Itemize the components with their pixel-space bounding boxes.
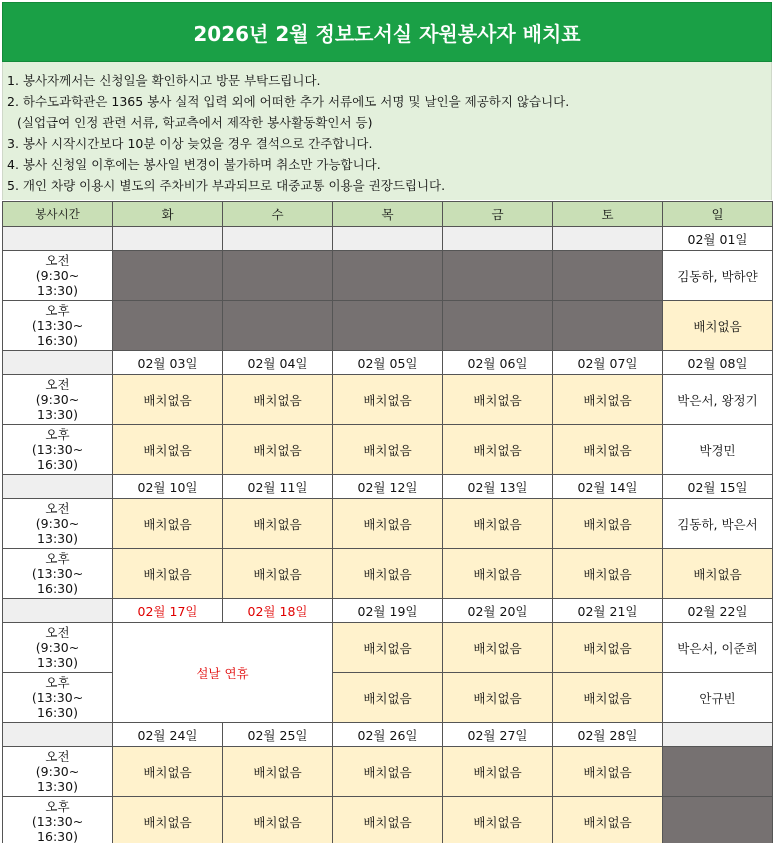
header-day-wed: 수: [223, 202, 333, 227]
slot-label-am: [3, 747, 113, 797]
slot-time-start: (13:30~: [31, 566, 84, 581]
date-cell: 02월 27일: [443, 723, 553, 747]
notice-item: (실업급여 인정 관련 서류, 학교측에서 제작한 봉사활동확인서 등): [17, 115, 373, 130]
no-assignment-cell: 배치없음: [113, 797, 223, 843]
unavailable-cell: [553, 251, 663, 301]
no-assignment-cell: 배치없음: [553, 425, 663, 475]
week-date-row: [3, 351, 773, 375]
slot-time-start: (9:30~: [35, 392, 80, 407]
unavailable-cell: [443, 251, 553, 301]
date-cell: [553, 227, 663, 251]
date-cell: 02월 01일: [663, 227, 773, 251]
date-cell: [113, 227, 223, 251]
slot-time-start: (13:30~: [31, 814, 84, 829]
no-assignment-cell: 배치없음: [663, 301, 773, 351]
no-assignment-cell: 배치없음: [333, 623, 443, 673]
no-assignment-cell: 배치없음: [443, 747, 553, 797]
slot-label-am: [3, 375, 113, 425]
slot-label: 오전: [45, 749, 70, 764]
date-cell: 02월 28일: [553, 723, 663, 747]
unavailable-cell: [223, 301, 333, 351]
no-assignment-cell: 배치없음: [223, 375, 333, 425]
no-assignment-cell: 배치없음: [113, 375, 223, 425]
no-assignment-cell: 배치없음: [223, 549, 333, 599]
slot-time-end: 13:30): [37, 779, 78, 794]
date-cell: 02월 03일: [113, 351, 223, 375]
schedule-table: [2, 201, 773, 843]
no-assignment-cell: 배치없음: [553, 797, 663, 843]
no-assignment-cell: 배치없음: [553, 747, 663, 797]
date-cell: 02월 26일: [333, 723, 443, 747]
date-cell: [223, 227, 333, 251]
notice-item: 2. 하수도과학관은 1365 봉사 실적 입력 외에 어떠한 추가 서류에도 서명 및 날인을 제공하지 않습니다.: [7, 94, 570, 109]
unavailable-cell: [223, 251, 333, 301]
unavailable-cell: [553, 301, 663, 351]
slot-row-pm: [3, 797, 773, 843]
slot-label-pm: [3, 673, 113, 723]
volunteer-cell: 안규빈: [663, 673, 773, 723]
date-cell: 02월 18일: [223, 599, 333, 623]
date-cell: [443, 227, 553, 251]
date-cell: 02월 08일: [663, 351, 773, 375]
slot-label: 오전: [45, 377, 70, 392]
notice-box: [2, 62, 772, 200]
no-assignment-cell: 배치없음: [113, 425, 223, 475]
no-assignment-cell: 배치없음: [333, 673, 443, 723]
date-cell: 02월 10일: [113, 475, 223, 499]
date-row-spacer: [3, 599, 113, 623]
no-assignment-cell: 배치없음: [333, 797, 443, 843]
header-day-tue: 화: [113, 202, 223, 227]
date-row-spacer: [3, 475, 113, 499]
slot-time-end: 13:30): [37, 655, 78, 670]
slot-time-end: 13:30): [37, 531, 78, 546]
slot-row-pm: [3, 301, 773, 351]
date-cell: 02월 15일: [663, 475, 773, 499]
slot-label-am: [3, 623, 113, 673]
slot-row-am: [3, 375, 773, 425]
header-day-fri: 금: [443, 202, 553, 227]
no-assignment-cell: 배치없음: [113, 499, 223, 549]
page-title: 2026년 2월 정보도서실 자원봉사자 배치표: [2, 2, 772, 62]
slot-label: 오후: [45, 303, 70, 318]
unavailable-cell: [333, 251, 443, 301]
no-assignment-cell: 배치없음: [333, 499, 443, 549]
date-cell: 02월 11일: [223, 475, 333, 499]
slot-label-pm: [3, 549, 113, 599]
no-assignment-cell: 배치없음: [553, 673, 663, 723]
slot-label: 오전: [45, 501, 70, 516]
unavailable-cell: [663, 797, 773, 843]
date-cell: 02월 17일: [113, 599, 223, 623]
no-assignment-cell: 배치없음: [333, 375, 443, 425]
slot-time-end: 16:30): [37, 581, 78, 596]
date-row-spacer: [3, 227, 113, 251]
slot-row-am: [3, 251, 773, 301]
slot-time-start: (9:30~: [35, 516, 80, 531]
no-assignment-cell: 배치없음: [443, 425, 553, 475]
slot-time-start: (9:30~: [35, 640, 80, 655]
date-cell: 02월 22일: [663, 599, 773, 623]
header-day-sun: 일: [663, 202, 773, 227]
no-assignment-cell: 배치없음: [333, 425, 443, 475]
slot-time-start: (13:30~: [31, 690, 84, 705]
no-assignment-cell: 배치없음: [223, 747, 333, 797]
header-day-sat: 토: [553, 202, 663, 227]
date-cell: 02월 25일: [223, 723, 333, 747]
week-date-row: [3, 723, 773, 747]
slot-label-pm: [3, 425, 113, 475]
volunteer-cell: 김동하, 박은서: [663, 499, 773, 549]
date-cell: 02월 20일: [443, 599, 553, 623]
date-cell: 02월 06일: [443, 351, 553, 375]
week-date-row: [3, 475, 773, 499]
notice-item: 5. 개인 차량 이용시 별도의 주차비가 부과되므로 대중교통 이용을 권장드립니다.: [7, 178, 446, 193]
unavailable-cell: [113, 301, 223, 351]
date-cell: 02월 04일: [223, 351, 333, 375]
date-cell: 02월 24일: [113, 723, 223, 747]
no-assignment-cell: 배치없음: [553, 499, 663, 549]
slot-time-end: 16:30): [37, 333, 78, 348]
no-assignment-cell: 배치없음: [443, 499, 553, 549]
date-cell: [333, 227, 443, 251]
volunteer-cell: 김동하, 박하얀: [663, 251, 773, 301]
no-assignment-cell: 배치없음: [113, 747, 223, 797]
slot-time-start: (9:30~: [35, 764, 80, 779]
slot-time-end: 16:30): [37, 705, 78, 720]
date-cell: 02월 13일: [443, 475, 553, 499]
no-assignment-cell: 배치없음: [443, 623, 553, 673]
date-cell: 02월 07일: [553, 351, 663, 375]
slot-label-pm: [3, 301, 113, 351]
slot-label-am: [3, 251, 113, 301]
no-assignment-cell: 배치없음: [443, 797, 553, 843]
volunteer-cell: 박은서, 이준희: [663, 623, 773, 673]
no-assignment-cell: 배치없음: [663, 549, 773, 599]
date-row-spacer: [3, 351, 113, 375]
slot-time-end: 16:30): [37, 457, 78, 472]
holiday-cell: 설날 연휴: [113, 623, 333, 723]
unavailable-cell: [113, 251, 223, 301]
slot-label: 오전: [45, 625, 70, 640]
slot-label: 오후: [45, 675, 70, 690]
slot-time-start: (13:30~: [31, 318, 84, 333]
unavailable-cell: [333, 301, 443, 351]
no-assignment-cell: 배치없음: [223, 797, 333, 843]
notice-item: 3. 봉사 시작시간보다 10분 이상 늦었을 경우 결석으로 간주합니다.: [7, 136, 373, 151]
no-assignment-cell: 배치없음: [443, 375, 553, 425]
slot-label: 오전: [45, 253, 70, 268]
no-assignment-cell: 배치없음: [443, 549, 553, 599]
date-cell: [663, 723, 773, 747]
no-assignment-cell: 배치없음: [553, 549, 663, 599]
no-assignment-cell: 배치없음: [223, 499, 333, 549]
notice-item: 4. 봉사 신청일 이후에는 봉사일 변경이 불가하며 취소만 가능합니다.: [7, 157, 381, 172]
volunteer-cell: 박은서, 왕정기: [663, 375, 773, 425]
header-day-thu: 목: [333, 202, 443, 227]
no-assignment-cell: 배치없음: [113, 549, 223, 599]
week-date-row: [3, 227, 773, 251]
slot-label: 오후: [45, 427, 70, 442]
slot-time-start: (13:30~: [31, 442, 84, 457]
no-assignment-cell: 배치없음: [443, 673, 553, 723]
slot-row-am: [3, 747, 773, 797]
slot-label: 오후: [45, 799, 70, 814]
slot-row-pm: [3, 549, 773, 599]
date-row-spacer: [3, 723, 113, 747]
no-assignment-cell: 배치없음: [223, 425, 333, 475]
slot-label-pm: [3, 797, 113, 843]
header-time: 봉사시간: [3, 202, 113, 227]
slot-row-pm: [3, 425, 773, 475]
notice-item: 1. 봉사자께서는 신청일을 확인하시고 방문 부탁드립니다.: [7, 73, 321, 88]
slot-row-am: [3, 499, 773, 549]
slot-time-end: 13:30): [37, 283, 78, 298]
slot-label-am: [3, 499, 113, 549]
no-assignment-cell: 배치없음: [553, 375, 663, 425]
schedule-body: [3, 227, 773, 843]
date-cell: 02월 12일: [333, 475, 443, 499]
date-cell: 02월 21일: [553, 599, 663, 623]
slot-time-end: 13:30): [37, 407, 78, 422]
slot-row-am: [3, 623, 773, 673]
no-assignment-cell: 배치없음: [333, 549, 443, 599]
date-cell: 02월 05일: [333, 351, 443, 375]
unavailable-cell: [443, 301, 553, 351]
slot-time-end: 16:30): [37, 829, 78, 843]
week-date-row: [3, 599, 773, 623]
volunteer-cell: 박경민: [663, 425, 773, 475]
unavailable-cell: [663, 747, 773, 797]
no-assignment-cell: 배치없음: [553, 623, 663, 673]
header-row: [3, 202, 773, 227]
slot-time-start: (9:30~: [35, 268, 80, 283]
date-cell: 02월 14일: [553, 475, 663, 499]
date-cell: 02월 19일: [333, 599, 443, 623]
slot-label: 오후: [45, 551, 70, 566]
no-assignment-cell: 배치없음: [333, 747, 443, 797]
